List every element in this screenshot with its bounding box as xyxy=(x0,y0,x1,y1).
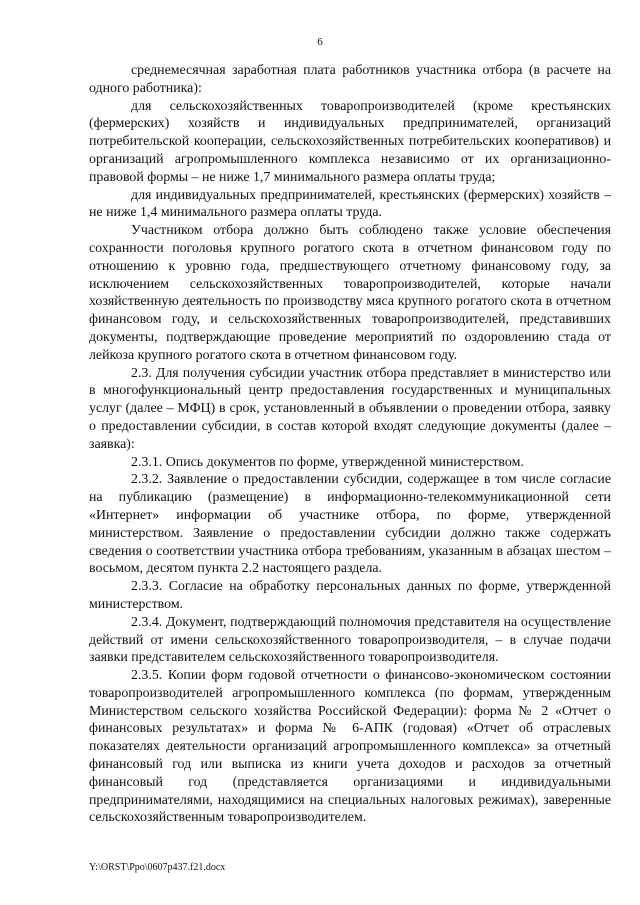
paragraph: 2.3.4. Документ, подтверждающий полномочия представителя на осуществление действий от имени сельскохозяйственного товаропроизводителя, – в случае подачи заявки представителем сельскохозяйственного товаропроизводителя. xyxy=(89,614,611,666)
paragraph: 2.3.5. Копии форм годовой отчетности о финансово-экономическом состоянии товаропроизводителей агропромышленного комплекса (по формам, утвержденным Министерством сельского хозяйства Российской Федерации): форма № 2 «Отчет о финансовых результатах» и форма № 6-АПК (годовая) «Отчет об отраслевых показателях деятельности организаций агропромышленного комплекса» за отчетный финансовый год или выписка из книги учета доходов и расходов за отчетный финансовый год (представляется организациями и индивидуальными предпринимателями, находящимися на специальных налоговых режимах), заверенные сельскохозяйственным товаропроизводителем. xyxy=(89,668,611,826)
paragraph: Участником отбора должно быть соблюдено также условие обеспечения сохранности поголовья крупного рогатого скота в отчетном финансовом году по отношению к уровню года, предшествующего отчетному финансовому году, за исключением сельскохозяйственных товаропроизводителей, которые начали хозяйственную деятельность по производству мяса крупного рогатого скота в отчетном финансовом году, и сельскохозяйственных товаропроизводителей, представивших документы, подтверждающие проведение мероприятий по оздоровлению стада от лейкоза крупного рогатого скота в отчетном финансовом году. xyxy=(89,223,611,363)
paragraph: 2.3.3. Согласие на обработку персональных данных по форме, утвержденной министерством. xyxy=(89,579,611,612)
paragraph: 2.3.2. Заявление о предоставлении субсидии, содержащее в том числе согласие на публикацию (размещение) в информационно-телекоммуникационной сети «Интернет» информации об участнике отбора, по форме, утвержденной министерством. Заявление о предоставлении субсидии должно также содержать сведения о соответствии участника отбора требованиям, указанным в абзацах шестом – восьмом, десятом пункта 2.2 настоящего раздела. xyxy=(89,472,611,577)
paragraph: среднемесячная заработная плата работников участника отбора (в расчете на одного работника): xyxy=(89,63,611,96)
paragraph: для индивидуальных предпринимателей, крестьянских (фермерских) хозяйств – не ниже 1,4 минимального размера оплаты труда. xyxy=(89,187,611,221)
paragraph: для сельскохозяйственных товаропроизводителей (кроме крестьянских (фермерских) хозяйств и индивидуальных предпринимателей, организаций потребительской кооперации, сельскохозяйственных потребительских кооперативов) и организаций агропромышленного комплекса независимо от их организационно-правовой формы – не ниже 1,7 минимального размера оплаты труда; xyxy=(89,98,611,185)
document-body xyxy=(89,62,611,827)
paragraph: 2.3.1. Опись документов по форме, утвержденной министерством. xyxy=(131,454,524,470)
page-number: 6 xyxy=(317,36,323,48)
file-path-footer: Y:\ORST\Ppo\0607p437.f21.docx xyxy=(89,862,226,873)
paragraph: 2.3. Для получения субсидии участник отбора представляет в министерство или в многофункциональный центр предоставления государственных и муниципальных услуг (далее – МФЦ) в срок, установленный в объявлении о проведении отбора, заявку о предоставлении субсидии, в состав которой входят следующие документы (далее – заявка): xyxy=(89,365,611,452)
